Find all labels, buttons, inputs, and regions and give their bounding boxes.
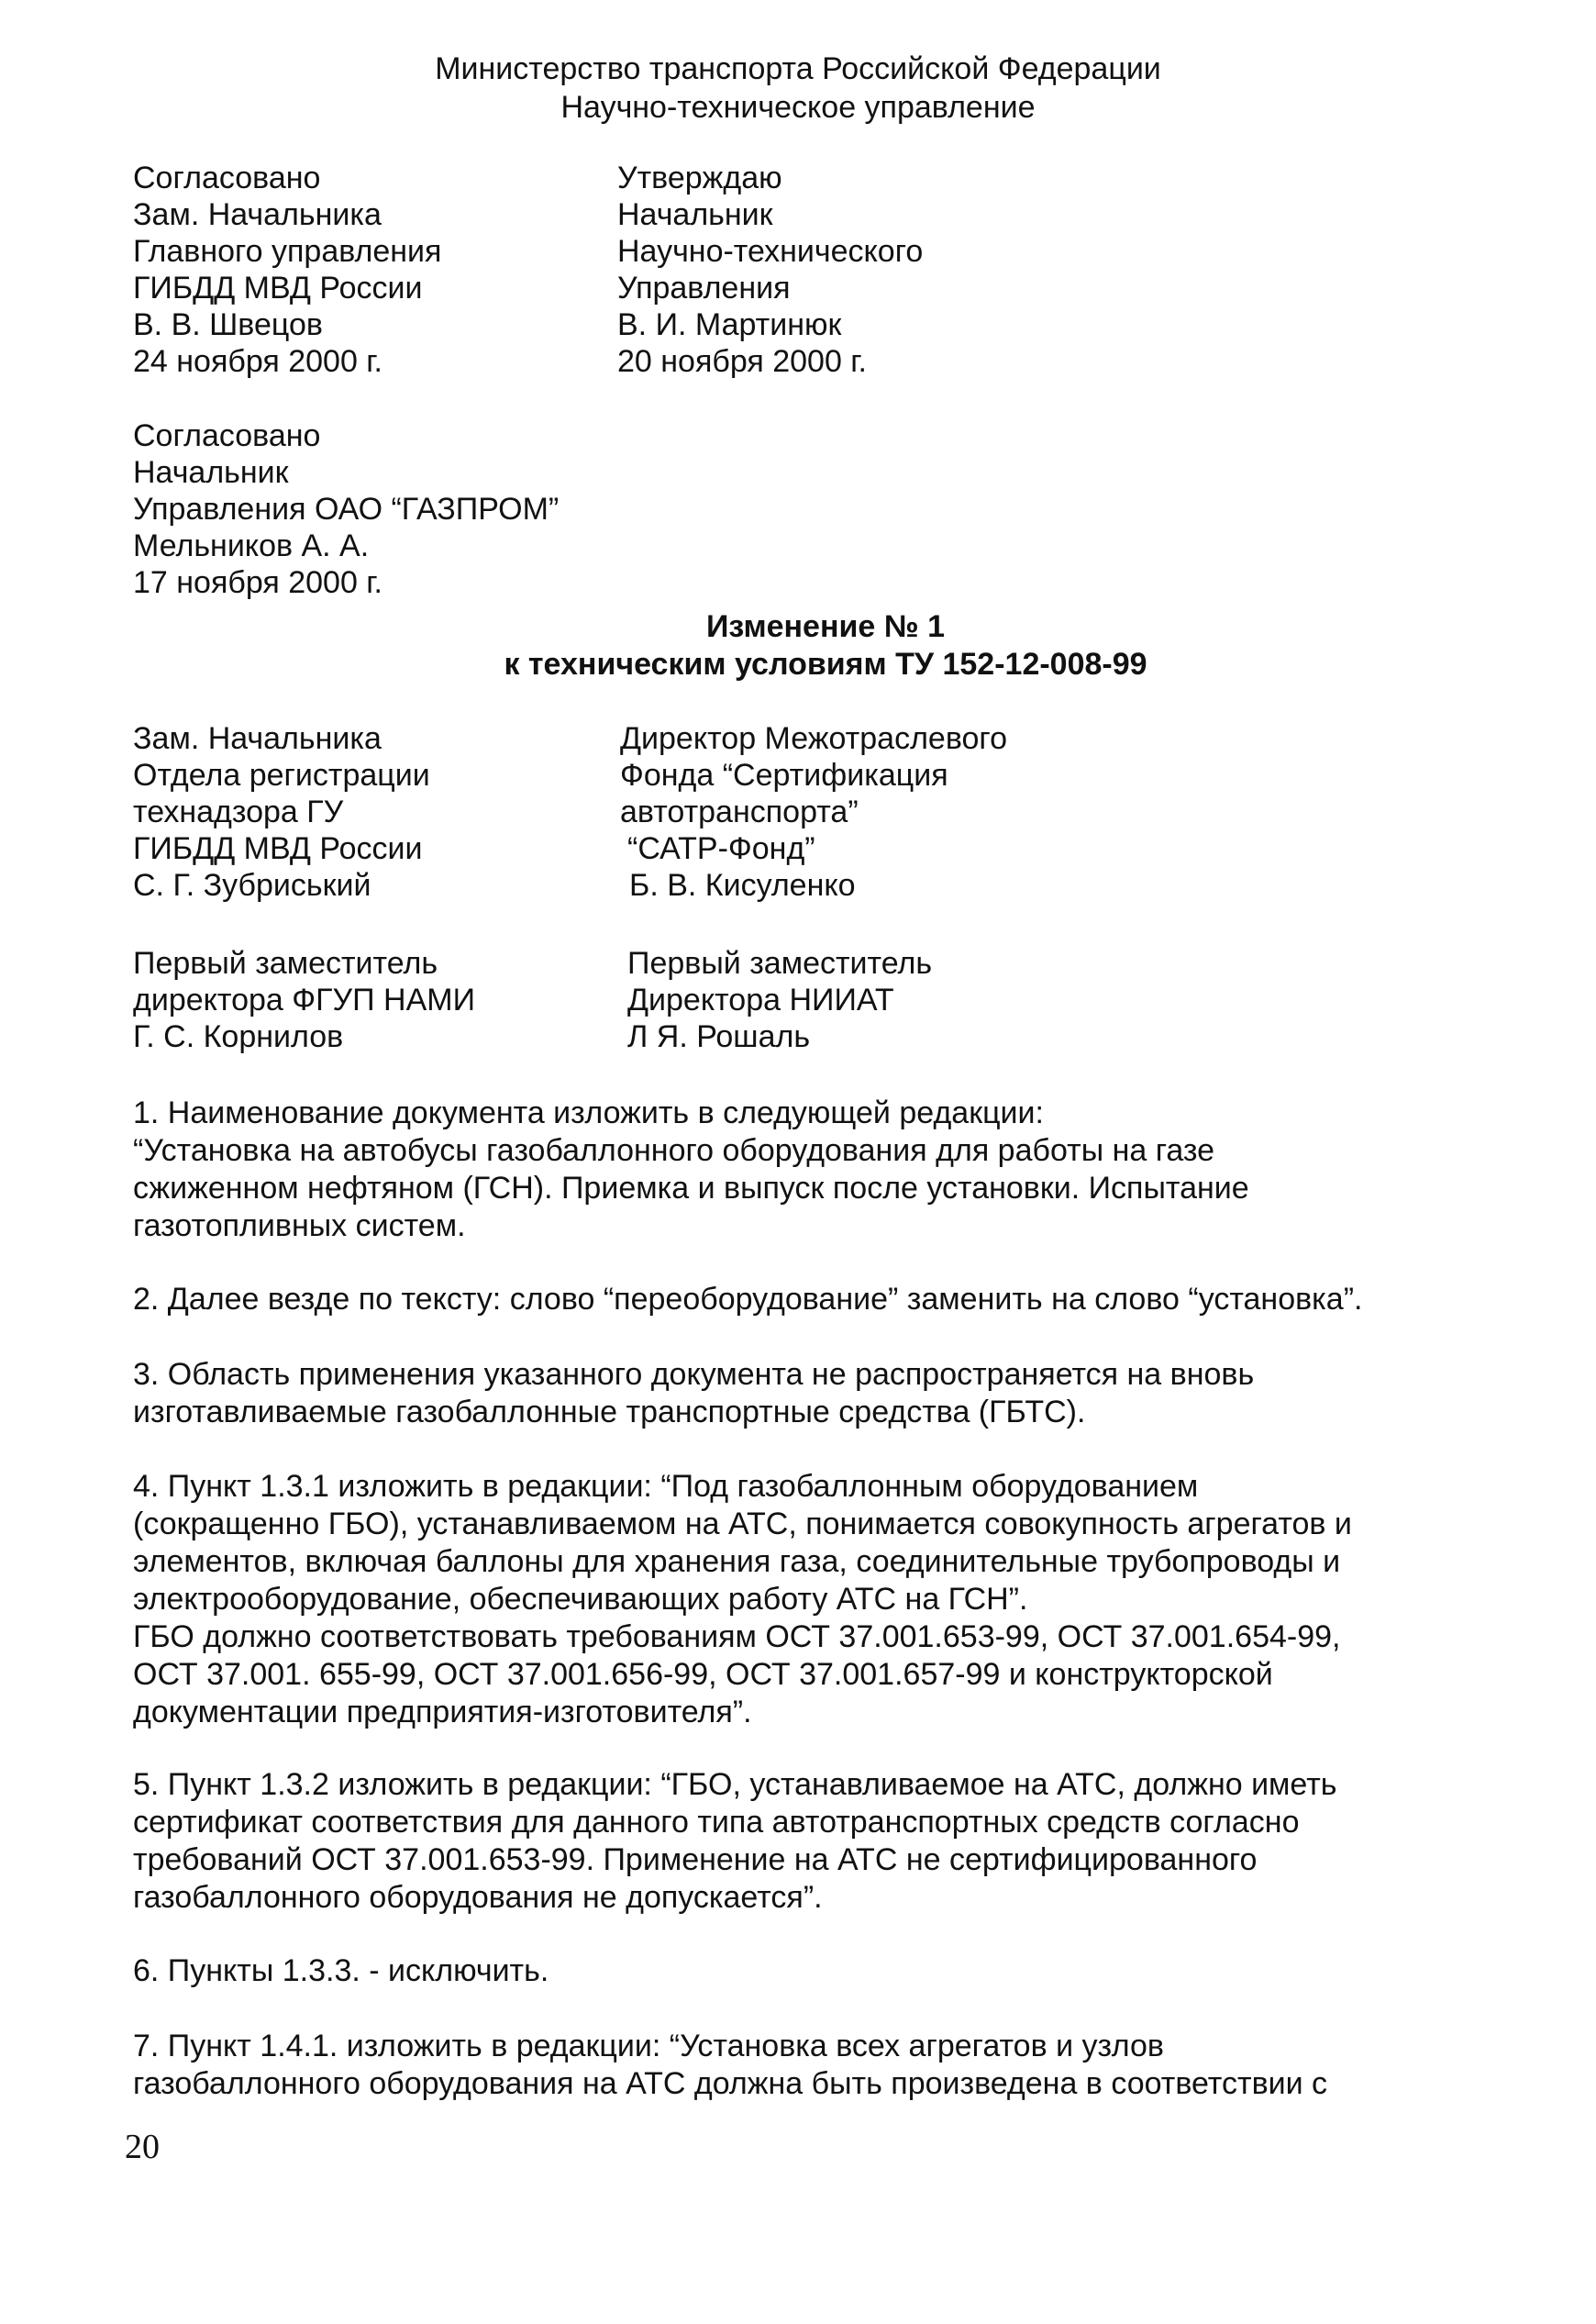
paragraph-line: элементов, включая баллоны для хранения газа, соединительные трубопроводы и	[133, 1544, 1341, 1579]
approval-line: Согласовано	[133, 418, 321, 453]
approval-line: Зам. Начальника	[133, 197, 382, 232]
document-title	[0, 608, 1596, 684]
paragraph-line: требований ОСТ 37.001.653-99. Применение на АТС не сертифицированного	[133, 1842, 1258, 1877]
approval-left-middle	[133, 417, 559, 601]
signatory-right-2	[627, 945, 932, 1055]
approval-right-top	[617, 160, 923, 380]
paragraph-line: 6. Пункты 1.3.3. - исключить.	[133, 1953, 549, 1988]
approval-line: Управления	[617, 271, 791, 306]
paragraph-1	[133, 1095, 1435, 1245]
paragraph-line: 1. Наименование документа изложить в следующей редакции:	[133, 1095, 1044, 1130]
paragraph-line: газобаллонного оборудования на АТС должна быть произведена в соответствии с	[133, 2066, 1328, 2101]
paragraph-line: 2. Далее везде по тексту: слово “переоборудование” заменить на слово “установка”.	[133, 1282, 1363, 1317]
paragraph-line: газобаллонного оборудования не допускается”.	[133, 1880, 823, 1915]
approval-line: Начальник	[617, 197, 773, 232]
approval-line: В. И. Мартинюк	[617, 307, 842, 342]
approval-line: Главного управления	[133, 234, 442, 269]
signatory-line: Директор Межотраслевого	[620, 721, 1007, 756]
signatory-name: Г. С. Корнилов	[133, 1019, 344, 1054]
page-number: 20	[125, 2128, 160, 2166]
paragraph-line: документации предприятия-изготовителя”.	[133, 1695, 752, 1729]
paragraph-6	[133, 1952, 1435, 1990]
department-name: Научно-техническое управление	[560, 90, 1036, 125]
signatory-name: Л Я. Рошаль	[627, 1019, 811, 1054]
signatory-line: Зам. Начальника	[133, 721, 382, 756]
signatory-line: Отдела регистрации	[133, 758, 430, 793]
approval-line: Мельников А. А.	[133, 528, 370, 563]
paragraph-4	[133, 1468, 1435, 1731]
approval-line: В. В. Швецов	[133, 307, 323, 342]
paragraph-line: 7. Пункт 1.4.1. изложить в редакции: “Установка всех агрегатов и узлов	[133, 2029, 1164, 2063]
signatory-line: автотранспорта”	[620, 795, 859, 829]
title-line-1: Изменение № 1	[705, 609, 946, 644]
signatory-line: ГИБДД МВД России	[133, 831, 423, 866]
approval-date: 20 ноября 2000 г.	[617, 344, 867, 379]
signatory-line: Директора НИИАТ	[627, 983, 894, 1017]
signatory-line: технадзора ГУ	[133, 795, 344, 829]
approval-date: 17 ноября 2000 г.	[133, 565, 382, 600]
paragraph-2	[133, 1281, 1435, 1318]
paragraph-line: сертификат соответствия для данного типа автотранспортных средств согласно	[133, 1805, 1300, 1840]
approval-line: Согласовано	[133, 161, 321, 195]
paragraph-line: электрооборудование, обеспечивающих работу АТС на ГСН”.	[133, 1582, 1028, 1617]
paragraph-3	[133, 1356, 1435, 1431]
paragraph-5	[133, 1766, 1435, 1917]
signatory-line: Первый заместитель	[627, 946, 933, 981]
approval-line: Начальник	[133, 455, 289, 490]
approval-line: Утверждаю	[617, 161, 782, 195]
title-line-2: к техническим условиям ТУ 152-12-008-99	[504, 647, 1147, 682]
signatory-left-2	[133, 945, 475, 1055]
signatory-line: директора ФГУП НАМИ	[133, 983, 476, 1017]
paragraph-line: “Установка на автобусы газобаллонного оборудования для работы на газе	[133, 1133, 1215, 1168]
signatory-line: Первый заместитель	[133, 946, 438, 981]
ministry-name: Министерство транспорта Российской Федерации	[435, 51, 1161, 86]
paragraph-line: 3. Область применения указанного документа не распространяется на вновь	[133, 1357, 1255, 1392]
signatory-line: “САТР-Фонд”	[627, 831, 815, 866]
signatory-line: Фонда “Сертификация	[620, 758, 948, 793]
approval-line: Управления ОАО “ГАЗПРОМ”	[133, 492, 560, 527]
paragraph-line: сжиженном нефтяном (ГСН). Приемка и выпуск после установки. Испытание	[133, 1171, 1249, 1206]
approval-left-top	[133, 160, 441, 380]
document-header	[0, 50, 1596, 127]
signatory-name: Б. В. Кисуленко	[629, 868, 856, 903]
paragraph-line: газотопливных систем.	[133, 1208, 466, 1243]
approval-date: 24 ноября 2000 г.	[133, 344, 382, 379]
paragraph-line: ОСТ 37.001. 655-99, ОСТ 37.001.656-99, ОСТ 37.001.657-99 и конструкторской	[133, 1657, 1273, 1692]
paragraph-line: 5. Пункт 1.3.2 изложить в редакции: “ГБО, устанавливаемое на АТС, должно иметь	[133, 1767, 1337, 1802]
paragraph-7	[133, 2028, 1435, 2103]
approval-line: ГИБДД МВД России	[133, 271, 423, 306]
paragraph-line: изготавливаемые газобаллонные транспортные средства (ГБТС).	[133, 1395, 1086, 1429]
paragraph-line: (сокращенно ГБО), устанавливаемом на АТС, понимается совокупность агрегатов и	[133, 1507, 1352, 1541]
signatory-name: С. Г. Зубриський	[133, 868, 371, 903]
paragraph-line: 4. Пункт 1.3.1 изложить в редакции: “Под газобаллонным оборудованием	[133, 1469, 1199, 1504]
signatory-left-1	[133, 720, 430, 904]
approval-line: Научно-технического	[617, 234, 924, 269]
signatory-right-1	[620, 720, 1007, 904]
paragraph-line: ГБО должно соответствовать требованиям ОСТ 37.001.653-99, ОСТ 37.001.654-99,	[133, 1619, 1341, 1654]
